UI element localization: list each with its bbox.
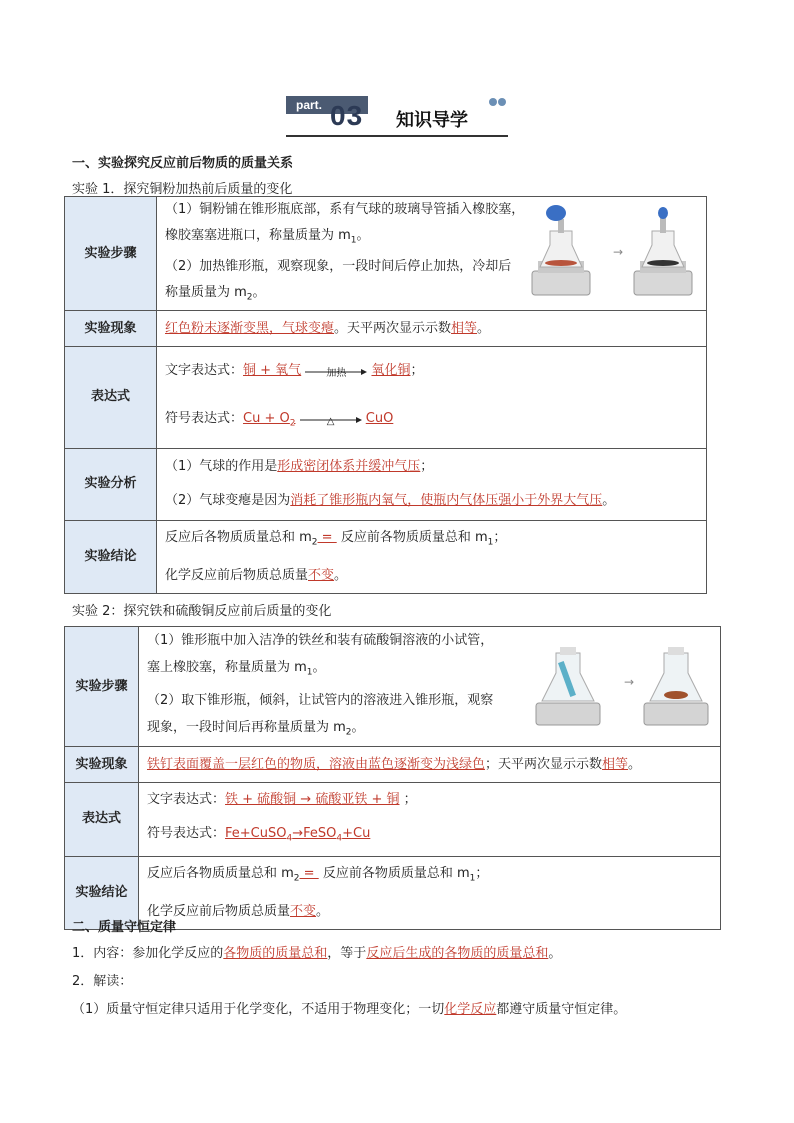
step1-line-b: 橡胶塞塞进瓶口，称量质量为 $m_1$。: [165, 228, 370, 246]
symbol-expression: 符号表达式：$Cu + O_2$ △ CuO: [165, 411, 394, 429]
section-header: [286, 96, 508, 138]
part-number: 03: [330, 100, 364, 131]
row-label: 实验步骤: [65, 627, 139, 747]
table-row: [65, 520, 707, 594]
header-underline: [286, 135, 508, 137]
row-label: 实验分析: [65, 448, 157, 520]
experiment-photo: [528, 201, 698, 311]
law-content: 1．内容：参加化学反应的各物质的质量总和，等于反应后生成的各物质的质量总和。: [72, 946, 562, 961]
phenomenon-cell: 红色粉末逐渐变黑，气球变瘪。天平两次显示示数相等。: [157, 311, 707, 347]
table-row: [65, 783, 721, 857]
table-row: [65, 311, 707, 347]
row-label: 实验现象: [65, 747, 139, 783]
page-title: 知识导学: [396, 110, 468, 131]
conclusion-cell: 反应后各物质质量总和 $m_2$ = 反应前各物质质量总和 $m_1$； 化学反应前后物质总质量不变。: [139, 856, 721, 930]
row-label: 实验现象: [65, 311, 157, 347]
experiment-photo: [532, 631, 712, 741]
conclusion-cell: 反应后各物质质量总和 $m_2$ = 反应前各物质质量总和 $m_1$； 化学反应前后物质总质量不变。: [157, 520, 707, 594]
steps-cell: [157, 197, 707, 311]
row-label: 表达式: [65, 783, 139, 857]
law-interpretation-1: （1）质量守恒定律只适用于化学变化，不适用于物理变化；一切化学反应都遵守质量守恒定律。: [72, 1002, 627, 1017]
step2-line-b: 称量质量为 $m_2$。: [165, 284, 266, 303]
svg-text:→: →: [624, 675, 635, 689]
expression-cell: 文字表达式：铁 + 硫酸铜 → 硫酸亚铁 + 铜 ； 符号表达式：Fe+CuSO$_4$→FeSO$_4$+Cu: [139, 783, 721, 857]
row-label: 实验步骤: [65, 197, 157, 311]
analysis-cell: （1）气球的作用是形成密闭体系并缓冲气压； （2）气球变瘪是因为消耗了锥形瓶内氧气，使瓶内气体压强小于外界大气压。: [157, 448, 707, 520]
exp2-table: [64, 626, 721, 930]
section1-heading: 一、实验探究反应前后物质的质量关系: [72, 156, 294, 171]
phenomenon-cell: 铁钉表面覆盖一层红色的物质，溶液由蓝色逐渐变为浅绿色；天平两次显示示数相等。: [139, 747, 721, 783]
step2-line-a: （2）加热锥形瓶，观察现象，一段时间后停止加热，冷却后: [165, 258, 512, 274]
table-row: [65, 627, 721, 747]
part-tag: part.: [286, 96, 368, 114]
table-row: [65, 448, 707, 520]
word-expression: 文字表达式：铜 + 氧气 加热 氧化铜；: [165, 363, 424, 379]
table-row: [65, 747, 721, 783]
row-label: 实验结论: [65, 520, 157, 594]
table-row: [65, 197, 707, 311]
steps-cell: （1）锥形瓶中加入洁净的铁丝和装有硫酸铜溶液的小试管， 塞上橡胶塞，称量质量为 $m_1$。 （2）取下锥形瓶，倾斜，让试管内的溶液进入锥形瓶，观察 现象，一段时间后再称量质量为 $m_2$。 →: [139, 627, 721, 747]
row-label: 表达式: [65, 347, 157, 449]
table-row: [65, 347, 707, 449]
row-label: 实验结论: [65, 856, 139, 930]
exp1-title: 实验 1．探究铜粉加热前后质量的变化: [72, 182, 293, 197]
step1-line-a: （1）铜粉铺在锥形瓶底部，系有气球的玻璃导管插入橡胶塞，: [165, 202, 525, 217]
exp1-table: [64, 196, 707, 594]
law-interpretation-heading: 2．解读：: [72, 974, 133, 989]
expression-cell: [157, 347, 707, 449]
svg-text:→: →: [613, 245, 624, 259]
bubbles-icon: [488, 96, 508, 112]
exp2-title: 实验 2：探究铁和硫酸铜反应前后质量的变化: [72, 604, 332, 619]
section2-heading: 二、质量守恒定律: [72, 920, 177, 935]
